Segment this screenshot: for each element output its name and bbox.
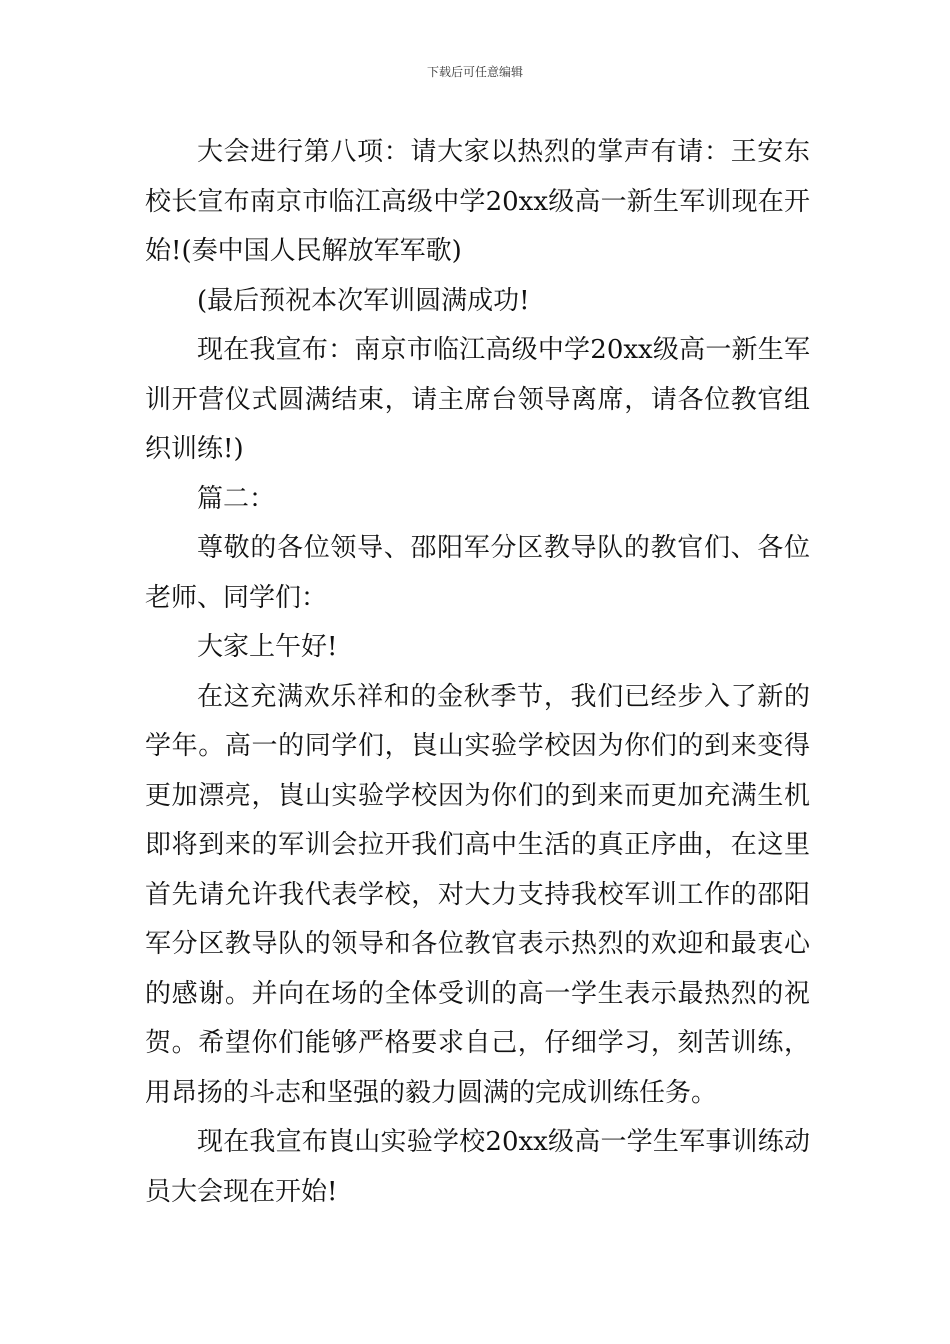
paragraph-1: 大会进行第八项：请大家以热烈的掌声有请：王安东校长宣布南京市临江高级中学20xx级高一新生军训现在开始!(奏中国人民解放军军歌) (145, 137, 810, 266)
paragraph-main: 在这充满欢乐祥和的金秋季节，我们已经步入了新的学年。高一的同学们，崀山实验学校因为你们的到来变得更加漂亮，崀山实验学校因为你们的到来而更加充满生机即将到来的军训会拉开我们高中生活的真正序曲，在这里首先请允许我代表学校，对大力支持我校军训工作的邵阳军分区教导队的领导和各位教官表示热烈的欢迎和最衷心的感谢。并向在场的全体受训的高一学生表示最热烈的祝贺。希望你们能够严格要求自己，仔细学习，刻苦训练，用昂扬的斗志和坚强的毅力圆满的完成训练任务。 (145, 681, 810, 1108)
greeting: 大家上午好! (197, 632, 338, 662)
document-body (145, 128, 810, 1217)
paragraph-3: 现在我宣布：南京市临江高级中学20xx级高一新生军训开营仪式圆满结束，请主席台领导离席，请各位教官组织训练!) (145, 335, 810, 464)
page-header-note: 下载后可任意编辑 (426, 65, 523, 79)
salutation: 尊敬的各位领导、邵阳军分区教导队的教官们、各位老师、同学们： (145, 533, 810, 613)
paragraph-2: (最后预祝本次军训圆满成功! (197, 285, 530, 316)
section-heading: 篇二： (197, 483, 276, 514)
paragraph-closing: 现在我宣布崀山实验学校20xx级高一学生军事训练动员大会现在开始! (145, 1127, 810, 1207)
